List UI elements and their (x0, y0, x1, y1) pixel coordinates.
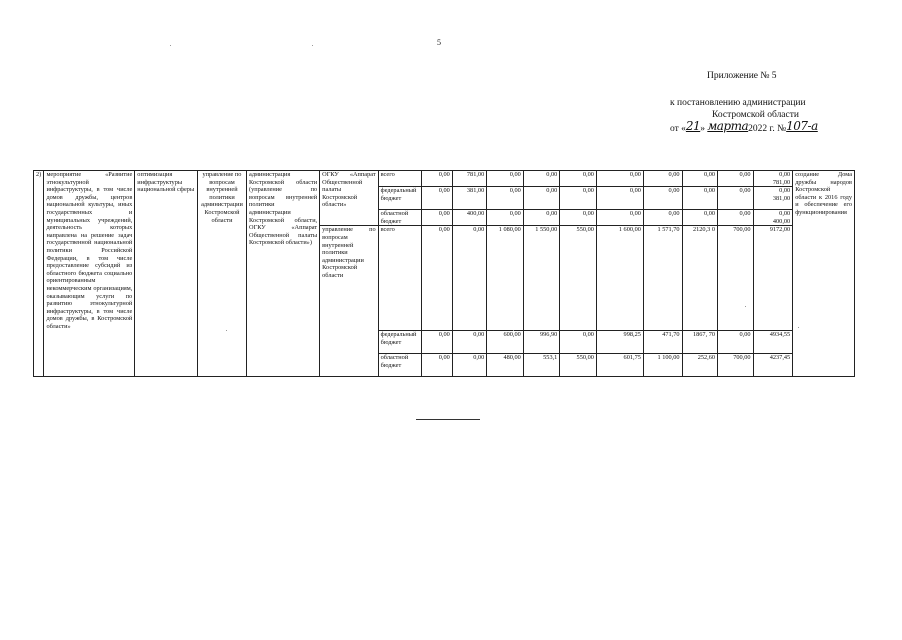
value-cell: 0,00 (596, 171, 643, 187)
decree-date-number (670, 121, 818, 135)
scan-speck (170, 45, 171, 46)
value-cell: 4237,45 (753, 354, 793, 377)
year-label: 2022 г. № (748, 124, 787, 134)
value-cell: 1 100,00 (643, 354, 682, 377)
table-row (34, 171, 855, 187)
value-cell: 0,00 (718, 187, 754, 210)
value-cell: 0,00 (422, 331, 452, 354)
date-mid: » (700, 124, 708, 134)
value-cell: 0,00 (682, 210, 718, 226)
funding-source-cell: областной бюджет (378, 210, 422, 226)
value-cell: 0,00 (452, 226, 486, 331)
value-cell: 0,00 (682, 187, 718, 210)
funding-source-cell: федеральный бюджет (378, 187, 422, 210)
value-cell: 0,00 (487, 187, 524, 210)
value-cell: 0,00 (643, 210, 682, 226)
value-cell: 0,00 (643, 187, 682, 210)
handwritten-month: марта (707, 119, 749, 133)
value-cell: 0,00 (452, 331, 486, 354)
value-text: 781,00 (772, 178, 791, 186)
value-cell: 1 600,00 (596, 226, 643, 331)
value-cell: 0,00 (422, 210, 452, 226)
value-cell: 781,00 (452, 171, 486, 187)
value-cell: 0,00 (560, 210, 597, 226)
value-cell: 471,70 (643, 331, 682, 354)
value-cell: 0,00 (718, 331, 754, 354)
value-cell: 600,00 (487, 331, 524, 354)
date-prefix: от « (670, 124, 686, 134)
value-cell: 0,00 (523, 210, 560, 226)
value-text: 0,00 (779, 210, 791, 218)
value-cell: 0,00 (452, 354, 486, 377)
scan-speck (513, 330, 514, 331)
value-cell: 700,00 (718, 226, 754, 331)
funding-source-cell: областной бюджет (378, 354, 422, 377)
responsible-cell: управление по вопросам внутренней политики администрации Костромской области (197, 171, 246, 377)
funding-source-cell: всего (378, 171, 422, 187)
value-cell: 1 080,00 (487, 226, 524, 331)
value-cell: 480,00 (487, 354, 524, 377)
value-cell: 0,00 (523, 171, 560, 187)
scan-speck (226, 330, 227, 331)
value-cell: 0,00 (682, 171, 718, 187)
value-cell: 0,00 (422, 354, 452, 377)
appendix-title: Приложение № 5 (707, 71, 777, 81)
value-cell (753, 187, 793, 210)
scan-speck (798, 327, 799, 328)
value-cell: 0,00 (422, 187, 452, 210)
executor-cell: управление по вопросам внутренней политики администрации Костромской области (320, 226, 378, 377)
value-cell: 0,00 (596, 187, 643, 210)
value-cell: 0,00 (487, 210, 524, 226)
value-cell: 996,90 (523, 331, 560, 354)
value-cell: 1867, 70 (682, 331, 718, 354)
goal-cell: оптимизация инфраструктуры национальной сферы (135, 171, 198, 377)
value-cell: 0,00 (643, 171, 682, 187)
row-index-cell: 2) (34, 171, 44, 377)
value-cell: 553,1 (523, 354, 560, 377)
value-cell: 1 550,00 (523, 226, 560, 331)
value-text: 381,00 (772, 194, 791, 202)
value-text: 0,00 (779, 171, 791, 178)
value-cell: 700,00 (718, 354, 754, 377)
value-cell: 400,00 (452, 210, 486, 226)
value-cell: 550,00 (560, 354, 597, 377)
participants-cell: администрация Костромской области (управление по вопросам внутренней политики администрации Костромской области, ОГКУ «Аппарат Общественной палаты Костромской области») (247, 171, 320, 377)
funding-source-cell: всего (378, 226, 422, 331)
decree-reference-line2: Костромской области (712, 110, 799, 120)
page-number: 5 (437, 38, 441, 47)
value-cell: 0,00 (487, 171, 524, 187)
value-cell: 0,00 (560, 331, 597, 354)
value-cell: 0,00 (422, 171, 452, 187)
value-cell: 0,00 (422, 226, 452, 331)
expected-result-cell: создание Дома дружбы народов Костромской области к 2016 году и обеспечение его функционирования (793, 171, 855, 377)
end-of-document-rule (416, 419, 480, 420)
value-cell: 0,00 (718, 210, 754, 226)
value-text: 0,00 (779, 187, 791, 195)
value-cell: 601,75 (596, 354, 643, 377)
program-table (33, 170, 855, 377)
value-cell: 1 571,70 (643, 226, 682, 331)
value-cell: 0,00 (523, 187, 560, 210)
value-cell: 9172,00 (753, 226, 793, 331)
scan-speck (745, 306, 746, 307)
value-cell: 252,60 (682, 354, 718, 377)
scan-speck (312, 45, 313, 46)
value-cell: 381,00 (452, 187, 486, 210)
value-cell: 0,00 (560, 187, 597, 210)
value-cell: 4934,55 (753, 331, 793, 354)
value-cell (753, 210, 793, 226)
value-cell: 550,00 (560, 226, 597, 331)
funding-source-cell: федеральный бюджет (378, 331, 422, 354)
value-cell: 0,00 (718, 171, 754, 187)
value-text: 400,00 (772, 217, 791, 225)
handwritten-number: 107-а (786, 119, 818, 133)
value-cell (753, 171, 793, 187)
decree-reference-line1: к постановлению администрации (670, 98, 806, 108)
value-cell: 998,25 (596, 331, 643, 354)
measure-cell: мероприятие «Развитие этнокультурной инфраструктуры, в том числе домов дружбы, центров национальной культуры, иных государственных и муниципальных учреждений, деятельность которых направлена на решение задач государственной национальной политики Российской Федерации, в том числе предоставление субсидий из областного бюджета социально ориентированным некоммерческим организациям, оказывающим услуги по развитию этнокультурной инфраструктуры, в том числе домов дружбы, в Костромской области» (44, 171, 135, 377)
value-cell: 2120,3 0 (682, 226, 718, 331)
value-cell: 0,00 (560, 171, 597, 187)
executor-cell: ОГКУ «Аппарат Общественной палаты Костромской области» (320, 171, 378, 226)
handwritten-day: 21 (685, 119, 701, 133)
value-cell: 0,00 (596, 210, 643, 226)
